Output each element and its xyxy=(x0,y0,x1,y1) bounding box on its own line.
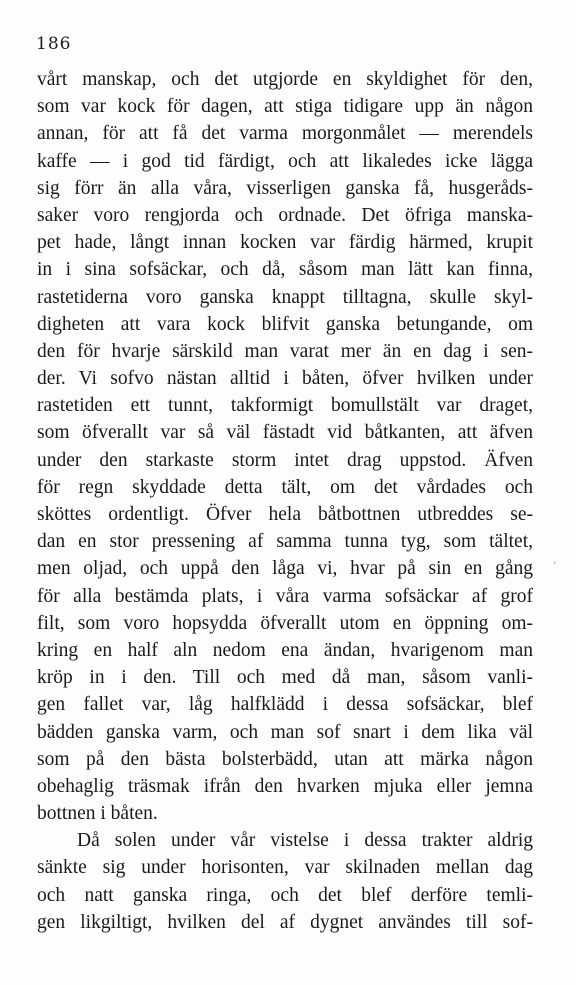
text-line-1: vårt manskap, och det utgjorde en skyldighet för den, xyxy=(37,69,533,90)
text-line-13: rastetiden ett tunnt, takformigt bomullstält var draget, xyxy=(37,395,533,417)
text-line-12: der. Vi sofvo nästan alltid i båten, öfver hvilken under xyxy=(37,368,533,390)
text-line-26: som på den bästa bolsterbädd, utan att märka någon xyxy=(37,748,533,770)
text-line-11: den för hvarje särskild man varat mer än en dag i sen- xyxy=(37,340,533,362)
text-line-31: och natt ganska ringa, och det blef derföre temli- xyxy=(37,884,533,906)
text-line-23: kröp in i den. Till och med då man, såsom vanli- xyxy=(37,667,533,689)
page-number: 186 xyxy=(36,34,72,54)
text-line-29-paragraph-start: Då solen under vår vistelse i dessa trakter aldrig xyxy=(77,830,533,852)
text-line-27: obehaglig träsmak ifrån den hvarken mjuka eller jemna xyxy=(37,775,533,797)
text-line-4: kaffe — i god tid färdigt, och att likaledes icke lägga xyxy=(37,150,533,172)
text-line-18: dan en stor pressening af samma tunna tyg, som tältet, xyxy=(37,531,533,553)
text-line-28-paragraph-end: bottnen i båten. xyxy=(37,803,158,825)
text-line-25: bädden ganska varm, och man sof snart i dem lika väl xyxy=(37,721,533,743)
text-line-10: digheten att vara kock blifvit ganska betungande, om xyxy=(37,313,533,335)
text-line-16: för regn skyddade detta tält, om det vårdades och xyxy=(37,476,533,498)
text-line-3: annan, för att få det varma morgonmålet — merendels xyxy=(37,123,533,145)
margin-speck: , xyxy=(553,555,557,566)
text-line-15: under den starkaste storm intet drag uppstod. Äfven xyxy=(37,449,533,471)
text-line-8: in i sina sofsäckar, och då, såsom man lätt kan finna, xyxy=(37,259,533,281)
text-line-22: kring en half aln nedom ena ändan, hvarigenom man xyxy=(37,639,533,661)
text-line-5: sig förr än alla våra, visserligen ganska få, husgeråds- xyxy=(37,177,533,199)
text-line-6: saker voro rengjorda och ordnade. Det öfriga manska- xyxy=(37,204,533,226)
body-text xyxy=(37,66,533,936)
text-line-7: pet hade, långt innan kocken var färdig härmed, krupit xyxy=(37,232,533,254)
text-line-32: gen likgiltigt, hvilken del af dygnet användes till sof- xyxy=(37,911,533,933)
text-line-17: sköttes ordentligt. Öfver hela båtbottnen utbreddes se- xyxy=(37,504,533,525)
text-line-14: som öfverallt var så väl fästadt vid båtkanten, att äfven xyxy=(37,422,533,444)
text-line-21: filt, som voro hopsydda öfverallt utom en öppning om- xyxy=(37,612,533,634)
text-line-9: rastetiderna voro ganska knappt tilltagna, skulle skyl- xyxy=(37,286,533,308)
text-line-20: för alla bestämda plats, i våra varma sofsäckar af grof xyxy=(37,585,533,607)
text-line-30: sänkte sig under horisonten, var skilnaden mellan dag xyxy=(37,857,533,879)
text-line-19: men oljad, och uppå den låga vi, hvar på sin en gång xyxy=(37,558,533,580)
text-line-2: som var kock för dagen, att stiga tidigare upp än någon xyxy=(37,96,533,118)
text-line-24: gen fallet var, låg halfklädd i dessa sofsäckar, blef xyxy=(37,694,533,716)
